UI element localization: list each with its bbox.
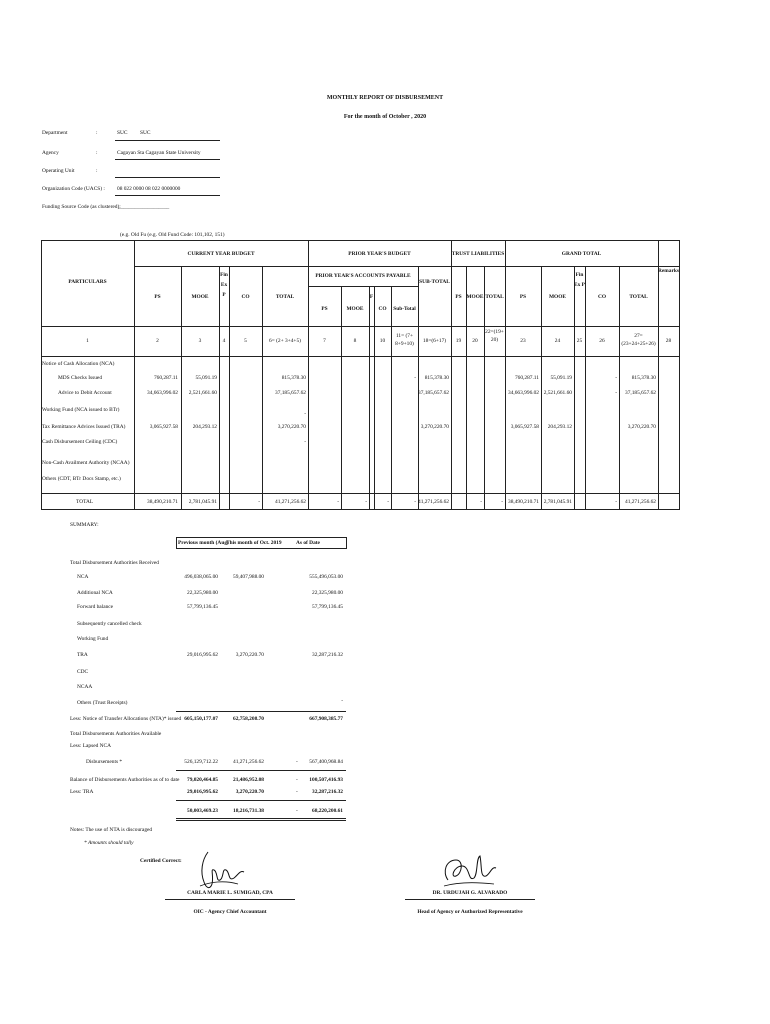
cell: 57,799,136.45 xyxy=(187,604,218,610)
cell: 3,270,220.70 xyxy=(235,789,264,795)
row-mds-checks: MDS Checks Issued xyxy=(58,375,103,381)
cell: - xyxy=(304,439,306,445)
cell: 815,378.30 xyxy=(281,375,306,381)
row-others: Others (CDT, BTr Docs Stamp, etc.) xyxy=(42,476,121,482)
cell: 2,781,045.91 xyxy=(543,499,572,505)
col-num: 4 xyxy=(222,338,226,344)
row-tra: Tax Remittance Advices Issued (TRA) xyxy=(42,424,126,430)
cell: 38,490,210.71 xyxy=(508,499,539,505)
col-num: 22=(19+20) xyxy=(485,329,504,343)
cell: - xyxy=(258,499,260,505)
operating-unit-label: Operating Unit xyxy=(42,168,75,174)
signatory-2-name: DR. URDUJAH G. ALVARADO xyxy=(432,890,508,896)
cell: 815,378.30 xyxy=(424,375,449,381)
cell: 29,016,995.62 xyxy=(187,652,218,658)
agency-label: Agency xyxy=(42,150,59,156)
summary-forward: Forward balance xyxy=(77,604,114,610)
col-num: 10 xyxy=(379,338,386,344)
cell: 21,486,952.08 xyxy=(233,777,264,783)
col-num: 6= (2+ 3+4+5) xyxy=(269,338,301,344)
cell: 34,663,996.02 xyxy=(508,390,539,396)
cell: - xyxy=(296,759,298,765)
cell: 38,490,210.71 xyxy=(147,499,178,505)
cell: - xyxy=(337,499,339,505)
cell: 204,293.12 xyxy=(192,424,217,430)
col-num: 1 xyxy=(86,338,89,344)
col-num: 8 xyxy=(353,338,357,344)
col-num: 5 xyxy=(244,338,247,344)
col-num: 25 xyxy=(576,338,583,344)
cell: 79,020,464.85 xyxy=(187,777,218,783)
summary-less-nta: Less: Notice of Transfer Allocations (NTA)* issued xyxy=(70,716,182,722)
col-prior-mooe: MOOE xyxy=(346,306,364,312)
cell: - xyxy=(296,789,298,795)
summary-total-auth: Total Disbursement Authorities Received xyxy=(70,560,159,566)
summary-col-this: This month of Oct. 2019 xyxy=(226,540,282,546)
col-prior-subtotal: Sub-Total xyxy=(393,306,416,312)
col-mooe: MOOE xyxy=(191,294,209,300)
certified-correct-label: Certified Correct: xyxy=(140,858,182,864)
summary-col-asof: As of Date xyxy=(296,540,320,546)
summary-label: SUMMARY: xyxy=(70,522,99,528)
col-prior-ps: PS xyxy=(321,306,328,312)
cell: - xyxy=(414,375,416,381)
col-num: 24 xyxy=(554,338,561,344)
cell: 2,521,661.60 xyxy=(188,390,217,396)
group-trust: TRUST LIABILITIES xyxy=(451,251,505,257)
cell: 34,663,996.02 xyxy=(147,390,178,396)
summary-tra: TRA xyxy=(77,652,88,658)
department-value-1: SUC xyxy=(117,130,128,136)
agency-value: Cagayan Sta Cagayan State University xyxy=(117,150,201,156)
signature-1-icon xyxy=(180,848,260,896)
cell: 667,908,385.77 xyxy=(309,716,343,722)
cell: 100,507,416.93 xyxy=(309,777,343,783)
org-code-label: Organization Code (UACS) : xyxy=(42,186,105,192)
signatory-1-name: CARLA MARIE L. SUMIGAD, CPA xyxy=(187,890,273,896)
cell: 605,150,177.07 xyxy=(184,716,218,722)
summary-total-avail: Total Disbursements Authorities Available xyxy=(70,731,162,737)
cell: 3,270,220.70 xyxy=(277,424,306,430)
group-prior-year: PRIOR YEAR'S BUDGET xyxy=(348,251,411,257)
summary-ncaa: NCAA xyxy=(77,684,93,690)
cell: 50,003,469.23 xyxy=(187,808,218,814)
cell: 555,496,053.00 xyxy=(309,574,343,580)
funding-note: (e.g. Old Fu (e.g. Old Fund Code: 101,102, 151) xyxy=(120,232,225,238)
col-num: 3 xyxy=(198,338,202,344)
col-prior-co: CO xyxy=(378,306,387,312)
report-subtitle: For the month of October , 2020 xyxy=(343,114,427,120)
report-title: MONTHLY REPORT OF DISBURSEMENT xyxy=(326,95,444,101)
cell: 68,220,200.61 xyxy=(312,808,343,814)
col-subtotal: SUB-TOTAL xyxy=(419,279,450,285)
col-trust-total: TOTAL xyxy=(485,294,504,300)
summary-less-tra: Less: TRA xyxy=(70,789,94,795)
cell: 760,287.11 xyxy=(153,375,178,381)
signatory-1-title: OIC - Agency Chief Accountant xyxy=(193,909,267,915)
cell: 3,270,220.70 xyxy=(627,424,656,430)
row-ncaa: Non-Cash Availment Authority (NCAA) xyxy=(42,460,130,466)
summary-add-nca: Additional NCA xyxy=(77,590,113,596)
summary-nca: NCA xyxy=(77,574,89,580)
cell: 62,758,208.70 xyxy=(233,716,264,722)
row-cdc: Cash Disbursement Ceiling (CDC) xyxy=(42,439,118,445)
group-grand-total: GRAND TOTAL xyxy=(561,251,602,257)
cell: 22,325,980.00 xyxy=(187,590,218,596)
col-num: 26 xyxy=(599,338,605,344)
cell: - xyxy=(615,499,617,505)
col-prior-finex: F xyxy=(369,294,374,300)
cell: 3,065,927.58 xyxy=(510,424,539,430)
cell: - xyxy=(501,499,503,505)
funding-source-label: Funding Source Code (as clustered): xyxy=(42,204,121,210)
summary-disbursements: Disbursements * xyxy=(86,759,123,765)
cell: 567,400,968.84 xyxy=(309,759,343,765)
summary-sub-cancel: Subsequently cancelled check xyxy=(77,621,142,627)
department-value-2: SUC xyxy=(140,130,151,136)
summary-less-lapsed: Less: Lapsed NCA xyxy=(70,743,112,749)
signatory-2-title: Head of Agency or Authorized Representative xyxy=(417,909,523,915)
colon: : xyxy=(96,150,98,156)
cell: 41,271,256.62 xyxy=(625,499,656,505)
funding-source-value: ___________________ xyxy=(118,204,170,210)
cell: - xyxy=(365,499,367,505)
cell: 41,271,256.62 xyxy=(233,759,264,765)
group-current-year: CURRENT YEAR BUDGET xyxy=(187,251,255,257)
cell: 59,407,988.00 xyxy=(233,574,264,580)
col-trust-mooe: MOOE xyxy=(466,294,484,300)
cell: 18,216,731.38 xyxy=(233,808,264,814)
cell: 55,091.19 xyxy=(195,375,217,381)
col-num: 28 xyxy=(665,338,672,344)
col-num: 2 xyxy=(156,338,159,344)
row-working-fund: Working Fund (NCA issued to BTr) xyxy=(42,407,120,413)
cell: 37,185,657.62 xyxy=(275,390,306,396)
summary-note-1: Notes: The use of NTA is discouraged xyxy=(70,827,153,833)
cell: 41,271,256.62 xyxy=(418,499,449,505)
cell: 57,799,136.45 xyxy=(312,604,343,610)
cell: - xyxy=(296,777,298,783)
cell: 29,016,995.62 xyxy=(187,789,218,795)
cell: 37,185,657.62 xyxy=(418,390,449,396)
summary-others: Others (Trust Receipts) xyxy=(77,700,128,706)
col-particulars: PARTICULARS xyxy=(68,279,107,285)
cell: - xyxy=(296,808,298,814)
col-num: 7 xyxy=(323,338,326,344)
cell: 760,287.11 xyxy=(514,375,539,381)
cell: 3,065,927.58 xyxy=(149,424,178,430)
cell: - xyxy=(615,375,617,381)
summary-balance: Balance of Disbursements Authorities as of to date xyxy=(70,777,180,783)
col-grand-mooe: MOOE xyxy=(548,294,567,300)
col-grand-finex: FinEx P xyxy=(574,272,585,288)
summary-cdc: CDC xyxy=(77,669,89,675)
summary-col-prev: Previous month (Aug) xyxy=(178,540,229,546)
cell: - xyxy=(615,390,617,396)
row-ada: Advice to Debit Account xyxy=(58,390,112,396)
cell: 204,293.12 xyxy=(547,424,572,430)
col-remarks: Remarks xyxy=(658,268,679,274)
col-num: 20 xyxy=(472,338,478,344)
col-grand-ps: PS xyxy=(519,294,527,300)
cell: - xyxy=(304,411,306,417)
cell: 496,038,065.00 xyxy=(184,574,218,580)
row-total: TOTAL xyxy=(76,499,94,505)
group-prior-ap: PRIOR YEAR'S ACCOUNTS PAYABLE xyxy=(315,273,411,279)
row-nca: Notice of Cash Allocation (NCA) xyxy=(42,361,115,367)
cell: 2,781,045.91 xyxy=(188,499,217,505)
col-num: 11= (7+ 8+9+10) xyxy=(395,333,414,347)
col-num: 27=(23+24+25+26) xyxy=(621,333,656,347)
signature-2-icon xyxy=(432,852,504,894)
cell: - xyxy=(414,499,416,505)
department-label: Department xyxy=(42,130,68,136)
col-num: 18=(6+17) xyxy=(422,338,447,344)
col-total: TOTAL xyxy=(275,294,295,300)
col-grand-total: TOTAL xyxy=(629,294,648,300)
cell: - xyxy=(387,499,389,505)
cell: 32,287,216.32 xyxy=(312,652,343,658)
cell: 22,325,980.00 xyxy=(312,590,343,596)
cell: 55,091.19 xyxy=(550,375,572,381)
summary-note-2: * Amounts should tally xyxy=(84,840,134,846)
col-co: CO xyxy=(241,294,250,300)
org-code-value: 08 022 0000 08 022 0000000 xyxy=(117,186,181,192)
cell: - xyxy=(480,499,482,505)
cell: - xyxy=(341,698,343,704)
colon: : xyxy=(96,130,98,136)
cell: 3,270,220.70 xyxy=(420,424,449,430)
cell: 41,271,256.62 xyxy=(275,499,306,505)
col-ps: PS xyxy=(154,294,161,300)
cell: 3,270,220.70 xyxy=(235,652,264,658)
col-grand-co: CO xyxy=(597,294,607,300)
col-trust-ps: PS xyxy=(455,294,462,300)
cell: 32,287,216.32 xyxy=(312,789,343,795)
col-num: 23 xyxy=(520,338,526,344)
cell: 815,378.30 xyxy=(631,375,656,381)
col-finex: FinEx P xyxy=(220,272,228,298)
col-num: 19 xyxy=(455,338,462,344)
cell: 37,185,657.62 xyxy=(625,390,656,396)
cell: 2,521,661.60 xyxy=(543,390,572,396)
colon: : xyxy=(96,168,98,174)
summary-working-fund: Working Fund xyxy=(77,636,109,642)
cell: 526,129,712.22 xyxy=(184,759,218,765)
